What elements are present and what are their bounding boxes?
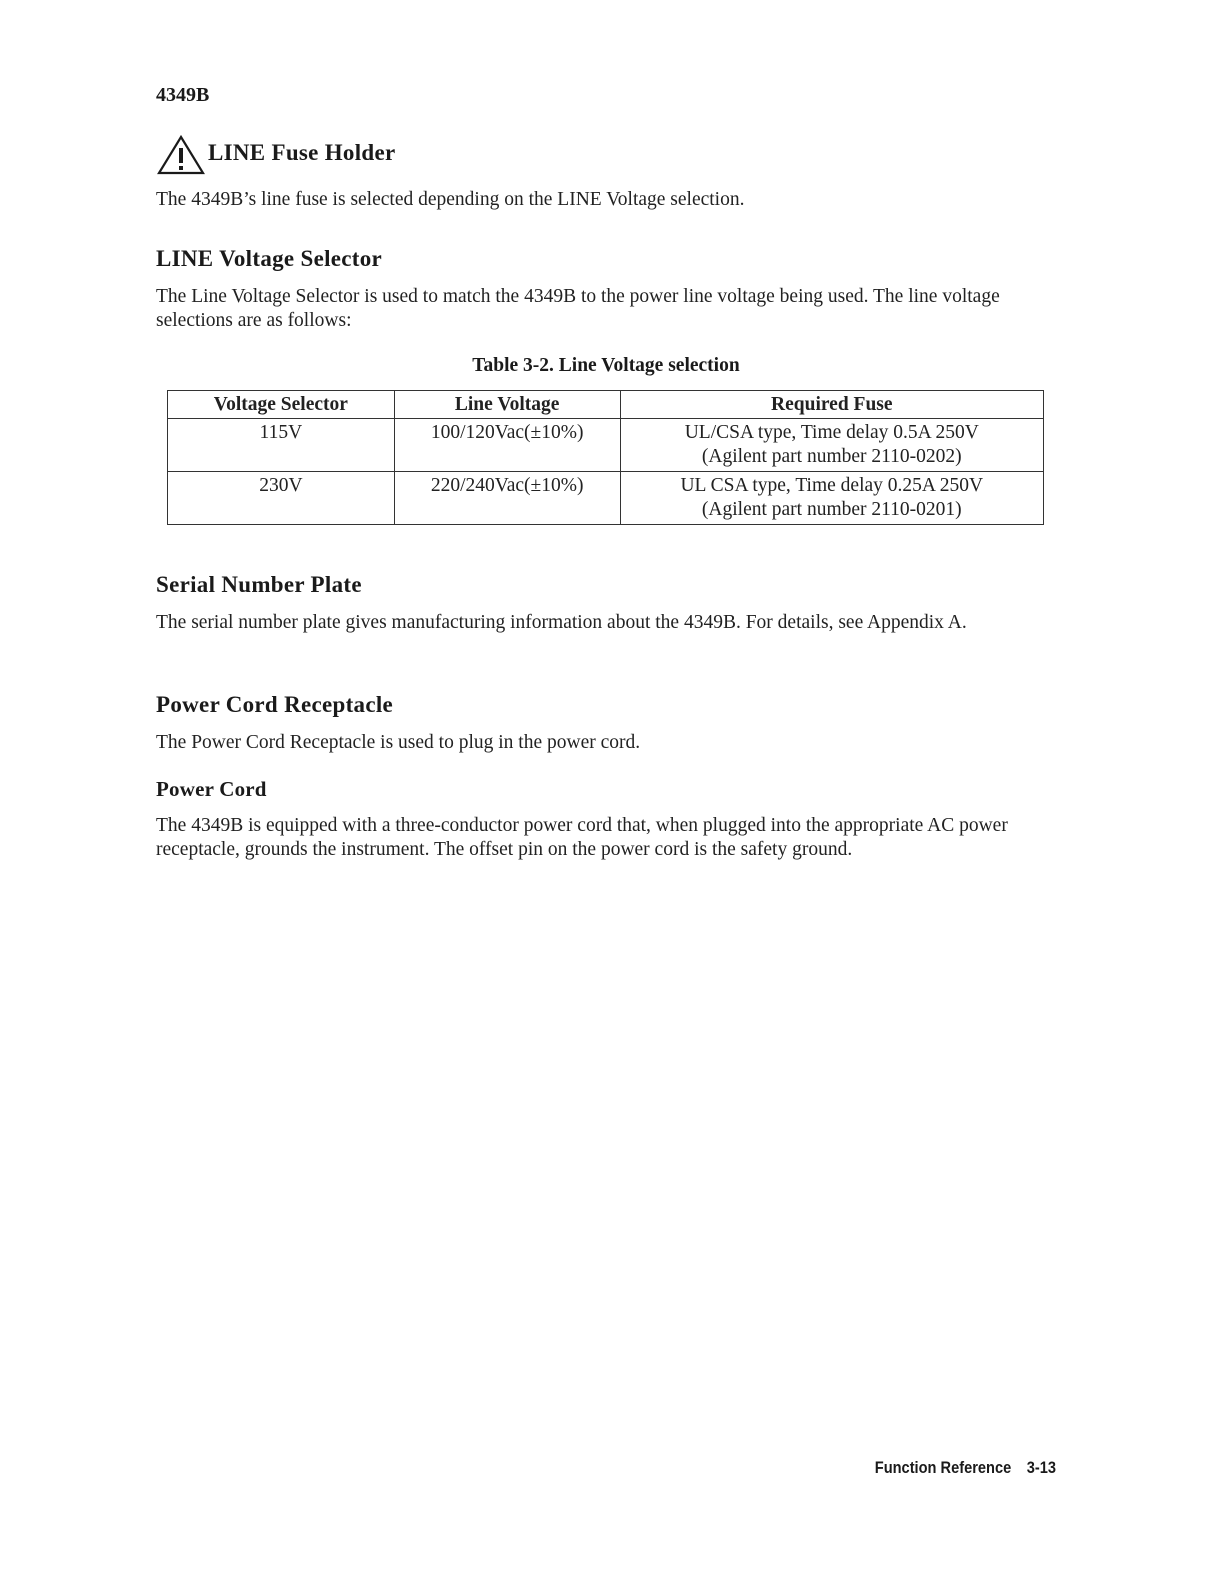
footer-section-name: Function Reference [874, 1458, 1012, 1477]
footer-page-number: 3-13 [1026, 1458, 1056, 1477]
table-caption: Table 3-2. Line Voltage selection [472, 355, 740, 376]
fuse-part-number: (Agilent part number 2110-0201) [701, 499, 962, 520]
table-row [168, 419, 1044, 472]
paragraph-power-cord-receptacle: The Power Cord Receptacle is used to plug in the power cord. [156, 732, 641, 753]
running-head-model: 4349B [156, 84, 210, 106]
paragraph-serial-number-plate: The serial number plate gives manufacturing information about the 4349B. For details, see Appendix A. [156, 612, 967, 633]
paragraph-line-voltage-selector: The Line Voltage Selector is used to match the 4349B to the power line voltage being used. The line voltage selections are as follows: [156, 286, 1000, 331]
cell-required-fuse [620, 419, 1043, 472]
fuse-part-number: (Agilent part number 2110-0202) [701, 446, 962, 467]
heading-line-fuse-holder: LINE Fuse Holder [208, 140, 396, 165]
line-voltage-table [167, 390, 1044, 525]
fuse-type: UL CSA type, Time delay 0.25A 250V [680, 475, 984, 496]
heading-power-cord-receptacle: Power Cord Receptacle [156, 692, 394, 717]
cell-line-voltage: 220/240Vac(±10%) [394, 472, 620, 525]
paragraph-line-fuse-holder: The 4349B’s line fuse is selected depending on the LINE Voltage selection. [156, 189, 745, 210]
table-row [168, 472, 1044, 525]
cell-voltage-selector: 230V [168, 472, 395, 525]
cell-voltage-selector: 115V [168, 419, 395, 472]
cell-line-voltage: 100/120Vac(±10%) [394, 419, 620, 472]
heading-serial-number-plate: Serial Number Plate [156, 572, 362, 597]
heading-line-voltage-selector: LINE Voltage Selector [156, 246, 383, 271]
table-header-row [168, 391, 1044, 419]
cell-required-fuse [620, 472, 1043, 525]
fuse-type: UL/CSA type, Time delay 0.5A 250V [684, 422, 979, 443]
page-footer [853, 1458, 1056, 1478]
column-header-voltage-selector: Voltage Selector [168, 391, 395, 419]
paragraph-power-cord: The 4349B is equipped with a three-conductor power cord that, when plugged into the appropriate AC power receptacle, grounds the instrument. The offset pin on the power cord is the safety ground. [156, 815, 1008, 860]
column-header-required-fuse: Required Fuse [620, 391, 1043, 419]
warning-triangle-icon [156, 134, 206, 176]
column-header-line-voltage: Line Voltage [394, 391, 620, 419]
heading-power-cord: Power Cord [156, 777, 267, 801]
